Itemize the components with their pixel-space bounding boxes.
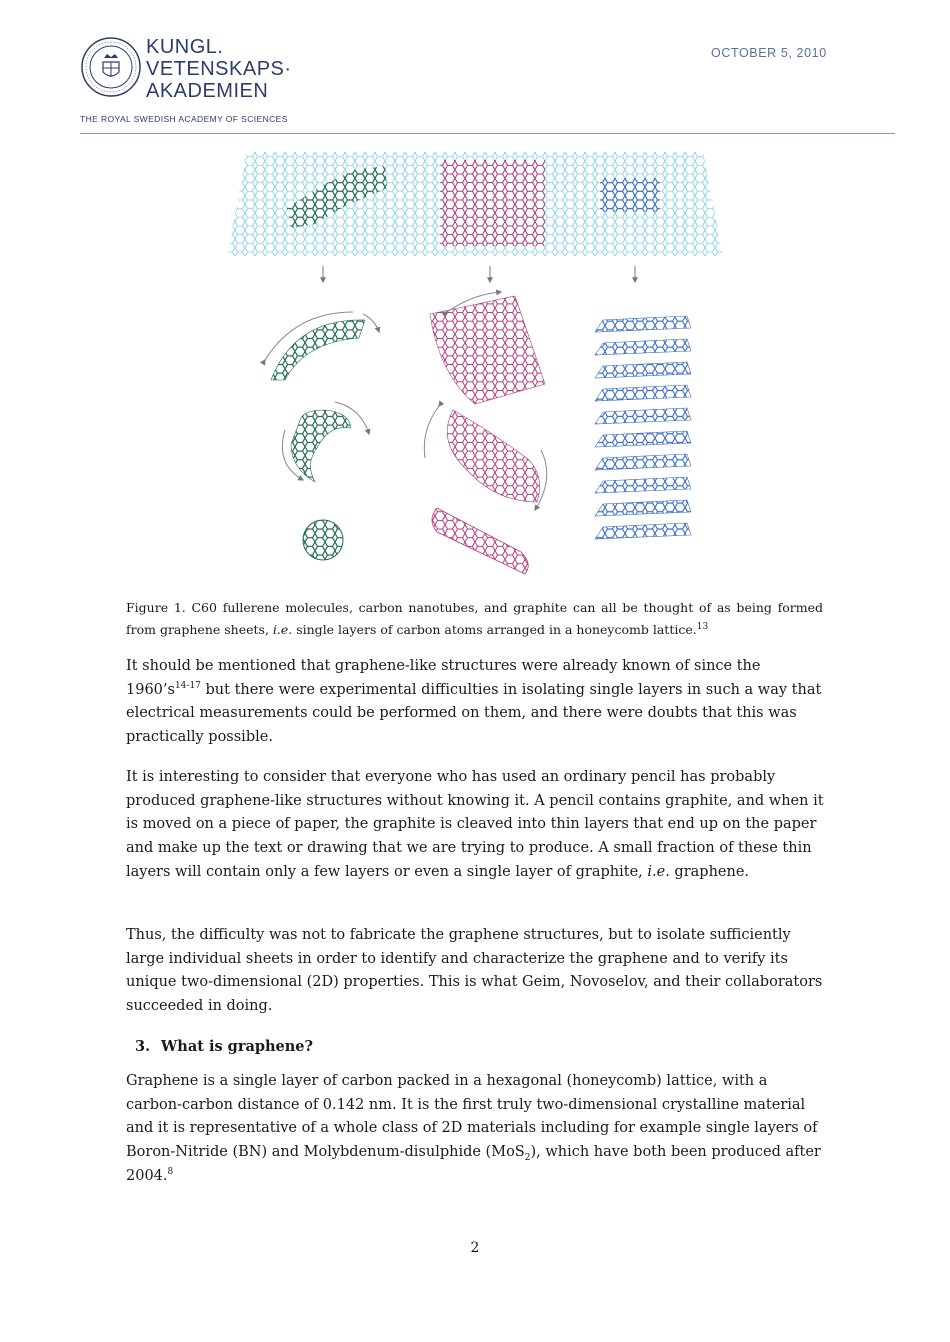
- caption-reference: 13: [696, 621, 709, 632]
- p4-text: Graphene is a single layer of carbon packed in a hexagonal (honeycomb) lattice, with a carbon-carbon distance of 0.142 nm. It is the first truly two-dimensional crystalline material and it is representative of a whole class of 2D materials including for example single layers of Boron-Nitride (BN) and Molybdenum-disulphide (MoS: [126, 1073, 818, 1161]
- section-heading: [135, 1038, 313, 1055]
- p2-text-end: graphene.: [669, 863, 750, 880]
- graphite-layer: [595, 477, 691, 493]
- paragraph-difficulty: Thus, the difficulty was not to fabricate the graphene structures, but to isolate sufficiently large individual sheets in order to identify and characterize the graphene and to verify its unique two-dimensional (2D) properties. This is what Geim, Novoselov, and their collaborators succeeded in doing.: [126, 927, 823, 1015]
- page-number: 2: [470, 1240, 480, 1256]
- p2-text: It is interesting to consider that everyone who has used an ordinary pencil has probably produced graphene-like structures without knowing it. A pencil contains graphite, and when it is moved on a piece of paper, the graphite is cleaved into thin layers that end up on the paper and make up the text or drawing that we are trying to produce. A small fraction of these thin layers will contain only a few layers or even a single layer of graphite,: [126, 769, 824, 880]
- logo-subtitle: THE ROYAL SWEDISH ACADEMY OF SCIENCES: [80, 114, 288, 124]
- graphite-region: [600, 178, 660, 212]
- logo-line: AKADEMIEN: [146, 80, 269, 102]
- paragraph-definition: [126, 1070, 826, 1189]
- figure-caption: [126, 597, 823, 641]
- section-title: What is graphene?: [161, 1038, 314, 1055]
- caption-ie: i.e.: [272, 622, 293, 637]
- graphite-layer: [595, 431, 691, 447]
- graphite-layer: [595, 316, 691, 332]
- academy-wordmark: [146, 36, 292, 102]
- academy-seal-icon: [80, 36, 142, 98]
- graphite-layer: [595, 339, 691, 355]
- graphite-layer: [595, 500, 691, 516]
- graphite-layer: [595, 362, 691, 378]
- paragraph-pencil: [126, 766, 826, 885]
- p1-text-end: but there were experimental difficulties in isolating single layers in such a way that electrical measurements could be performed on them, and there were doubts that this was practically possible.: [126, 681, 822, 746]
- p4-text-mid: ), which have both been produced after 2004.: [126, 1144, 821, 1184]
- logo-line: KUNGL.: [146, 36, 224, 58]
- page-header: [0, 0, 950, 140]
- graphite-layer: [595, 385, 691, 401]
- p2-ie: i.e.: [647, 863, 670, 880]
- header-divider: [80, 133, 895, 134]
- caption-text: Figure 1. C60 fullerene molecules, carbon nanotubes, and graphite can all be thought of as being formed from graphene sheets,: [126, 600, 823, 637]
- paragraph-history: [126, 655, 826, 750]
- graphite-layer: [595, 523, 691, 539]
- fullerene-column: [265, 312, 379, 560]
- p4-reference: 8: [167, 1166, 174, 1177]
- logo-line: VETENSKAPS·: [146, 58, 292, 80]
- p4-subscript: 2: [524, 1153, 531, 1163]
- document-date: OCTOBER 5, 2010: [711, 46, 827, 60]
- caption-text-end: single layers of carbon atoms arranged in a honeycomb lattice.: [292, 622, 697, 637]
- nanotube-column: [424, 292, 546, 574]
- graphite-layer: [595, 408, 691, 424]
- nanotube-region: [440, 160, 545, 246]
- p1-text: It should be mentioned that graphene-like structures were already known of since the 1960’s: [126, 658, 761, 698]
- graphite-stack: [595, 316, 691, 539]
- p1-reference: 14-17: [174, 680, 201, 691]
- graphene-figure: [225, 148, 725, 578]
- graphite-layer: [595, 454, 691, 470]
- section-number: 3.: [135, 1038, 151, 1055]
